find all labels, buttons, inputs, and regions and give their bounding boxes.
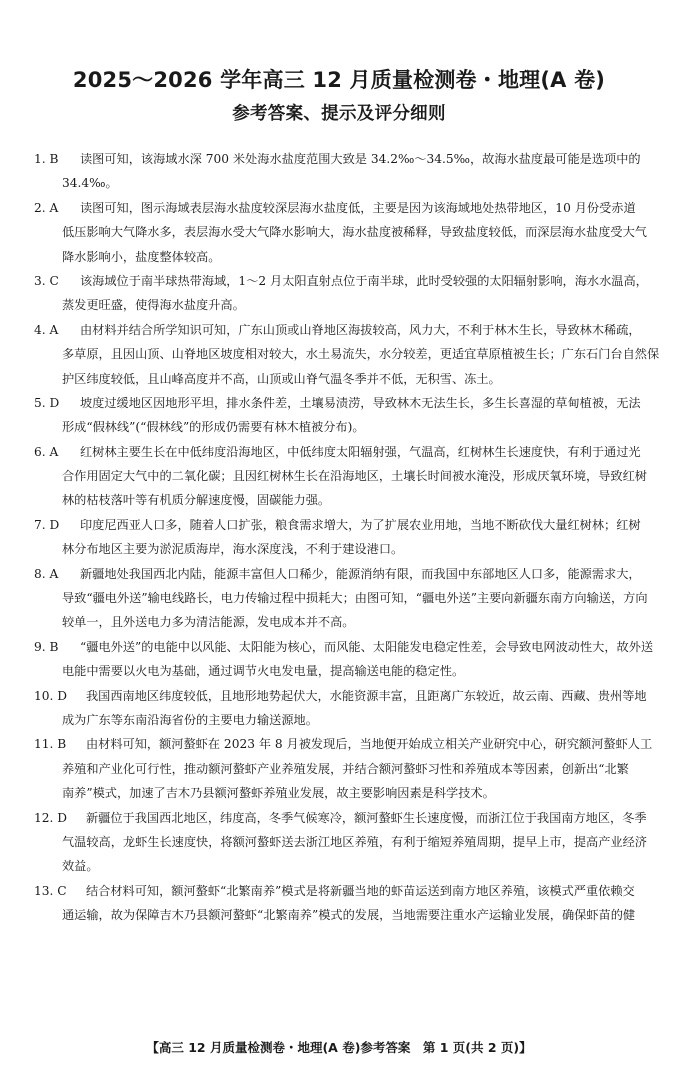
answer-text-line: 蒸发更旺盛，使得海水盐度升高。: [62, 298, 245, 313]
answer-text-line: 林分布地区主要为淤泥质海岸，海水深度浅，不利于建设港口。: [62, 542, 404, 557]
answer-number: 7. D: [34, 517, 60, 532]
answer-text-line: 形成“假林线”(“假林线”的形成仍需要有林木植被分布)。: [62, 420, 365, 435]
answer-number: 2. A: [34, 200, 59, 215]
answer-item: [24, 684, 664, 733]
answer-text-line: 导致“疆电外送”输电线路长，电力传输过程中损耗大；由图可知，“疆电外送”主要向新疆东南方向输送，方向: [62, 591, 648, 606]
answer-text-line: 降水影响小，盐度整体较高。: [62, 249, 221, 264]
answer-text-line: 成为广东等东南沿海省份的主要电力输送源地。: [62, 712, 318, 727]
answer-item: [24, 147, 664, 196]
page-footer: 【高三 12 月质量检测卷・地理(A 卷)参考答案 第 1 页(共 2 页)】: [146, 1040, 532, 1055]
answer-item: [24, 440, 664, 513]
answer-text-line: 养殖和产业化可行性，推动额河螯虾产业养殖发展，并结合额河螯虾习性和养殖成本等因素，创新出“北繁: [62, 761, 629, 776]
answer-number: 3. C: [34, 273, 59, 288]
answer-text-line: 低压影响大气降水多，表层海水受大气降水影响大，海水盐度被稀释，导致盐度较低，而深层海水盐度受大气: [62, 225, 647, 240]
answer-text-line: 护区纬度较低，且山峰高度并不高，山顶或山脊气温冬季并不低，无积雪、冻土。: [62, 371, 501, 386]
answer-number: 11. B: [34, 737, 67, 752]
answer-item: [24, 635, 664, 684]
answer-number: 6. A: [34, 444, 59, 459]
answer-text-line: 读图可知，图示海域表层海水盐度较深层海水盐度低，主要是因为该海域地处热带地区，10 月份受赤道: [80, 200, 636, 215]
answer-text-line: “疆电外送”的电能中以风能、太阳能为核心，而风能、太阳能发电稳定性差，会导致电网波动性大，故外送: [80, 639, 654, 654]
answer-text-line: 气温较高，龙虾生长速度快，将额河螯虾送去浙江地区养殖，有利于缩短养殖周期，提早上市，提高产业经济: [62, 834, 647, 849]
answer-text-line: 电能中需要以火电为基础，通过调节火电发电量，提高输送电能的稳定性。: [62, 664, 465, 679]
answer-item: [24, 879, 664, 928]
answer-text-line: 红树林主要生长在中低纬度沿海地区，中低纬度太阳辐射强，气温高，红树林生长速度快，有利于通过光: [80, 444, 641, 459]
answer-number: 8. A: [34, 566, 59, 581]
answer-text-line: 坡度过缓地区因地形平坦，排水条件差，土壤易渍涝，导致林木无法生长，多生长喜湿的草甸植被，无法: [80, 395, 641, 410]
answer-text-line: 南养”模式，加速了吉木乃县额河螯虾养殖业发展，故主要影响因素是科学技术。: [62, 786, 495, 801]
answer-text-line: 由材料可知，额河螯虾在 2023 年 8 月被发现后，当地便开始成立相关产业研究中心，研究额河螯虾人工: [86, 737, 653, 752]
answer-text-line: 合作用固定大气中的二氧化碳；且因红树林生长在沿海地区，土壤长时间被水淹没，形成厌氧环境，导致红树: [62, 469, 647, 484]
answer-item: [24, 269, 664, 318]
answer-text-line: 该海域位于南半球热带海域，1～2 月太阳直射点位于南半球，此时受较强的太阳辐射影响，海水水温高，: [80, 273, 648, 288]
page-subtitle: 参考答案、提示及评分细则: [232, 104, 446, 124]
answer-item: [24, 391, 664, 440]
answer-item: [24, 562, 664, 635]
answer-number: 1. B: [34, 152, 59, 166]
answer-item: [24, 196, 664, 269]
answer-text-line: 效益。: [62, 859, 99, 874]
page-title: 2025～2026 学年高三 12 月质量检测卷・地理(A 卷): [72, 68, 606, 92]
answer-text-line: 结合材料可知，额河螯虾“北繁南养”模式是将新疆当地的虾苗运送到南方地区养殖，该模式严重依赖交: [86, 883, 635, 898]
answer-number: 5. D: [34, 395, 60, 410]
answer-number: 4. A: [34, 322, 59, 337]
answer-text-line: 读图可知，该海域水深 700 米处海水盐度范围大致是 34.2‰～34.5‰，故海水盐度最可能是选项中的: [80, 152, 641, 166]
answer-number: 12. D: [34, 810, 68, 825]
answer-text-line: 新疆位于我国西北地区，纬度高，冬季气候寒冷，额河螯虾生长速度慢，而浙江位于我国南方地区，冬季: [86, 810, 647, 825]
answer-text-line: 较单一，且外送电力多为清洁能源，发电成本并不高。: [62, 615, 355, 630]
answer-text-line: 由材料并结合所学知识可知，广东山顶或山脊地区海拔较高，风力大，不利于林木生长，导致林木稀疏，: [80, 322, 641, 337]
answer-text-line: 通运输，故为保障吉木乃县额河螯虾“北繁南养”模式的发展，当地需要注重水产运输业发展，确保虾苗的健: [62, 908, 636, 923]
answer-text-line: 我国西南地区纬度较低，且地形地势起伏大，水能资源丰富，且距离广东较近，故云南、西藏、贵州等地: [86, 688, 647, 703]
answer-item: [24, 513, 664, 562]
answer-list: [24, 147, 664, 928]
answer-number: 10. D: [34, 688, 68, 703]
answer-text-line: 多草原，且因山顶、山脊地区坡度相对较大，水土易流失，水分较差，更适宜草原植被生长；广东石门台自然保: [62, 347, 660, 362]
answer-number: 13. C: [34, 883, 67, 898]
answer-text-line: 印度尼西亚人口多，随着人口扩张，粮食需求增大，为了扩展农业用地，当地不断砍伐大量红树林；红树: [80, 517, 641, 532]
answer-item: [24, 318, 664, 391]
answer-item: [24, 806, 664, 879]
answer-number: 9. B: [34, 639, 59, 654]
answer-text-line: 新疆地处我国西北内陆，能源丰富但人口稀少，能源消纳有限，而我国中东部地区人口多，能源需求大，: [80, 566, 641, 581]
answer-text-line: 34.4‰。: [62, 176, 118, 191]
answer-text-line: 林的枯枝落叶等有机质分解速度慢，固碳能力强。: [62, 493, 331, 508]
answer-item: [24, 732, 664, 805]
